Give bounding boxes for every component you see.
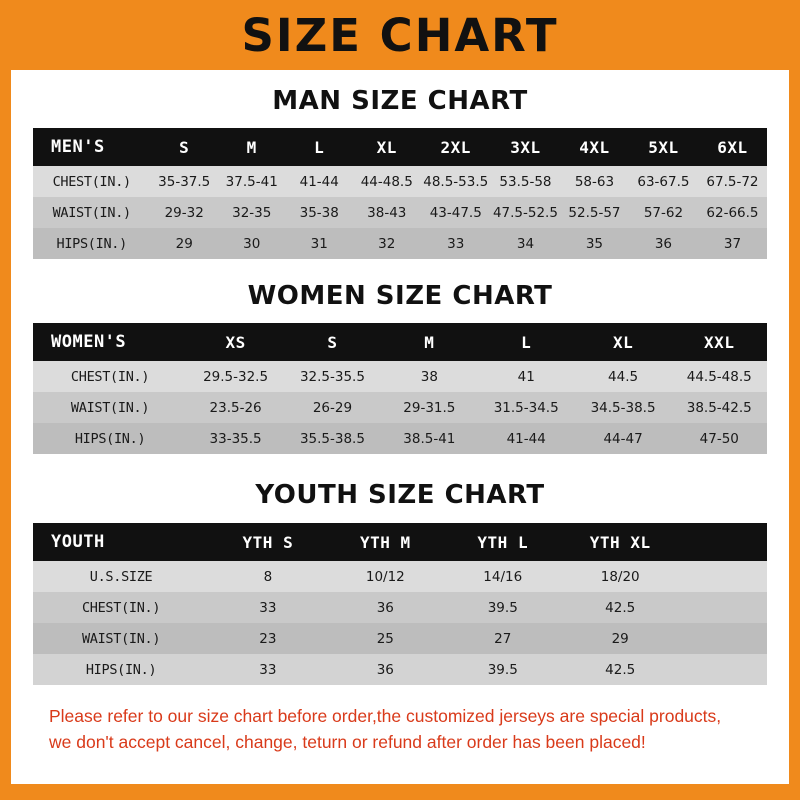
table-header-row [33,323,767,361]
header-cell: M [424,332,435,352]
cell: 29.5-32.5 [203,368,269,385]
cell: 63-67.5 [637,173,690,190]
man-section-title: MAN SIZE CHART [272,86,528,116]
cell: 53.5-58 [499,173,552,190]
cell: 35-37.5 [158,173,211,190]
cell: 8 [263,568,273,585]
cell: 25 [376,630,394,647]
header-cell: YTH L [477,532,529,552]
header-cell-empty [679,523,767,561]
table-row [33,197,767,228]
cell: 18/20 [600,568,640,585]
footer-note [33,703,767,766]
header-cell: 6XL [717,137,748,157]
bottom-bar [0,784,800,800]
footer-note-line-1: Please refer to our size chart before order,the customized jerseys are special products, [49,706,722,726]
cell: 32.5-35.5 [299,368,365,385]
cell: 44-48.5 [360,173,413,190]
cell: 43-47.5 [429,204,482,221]
cell: 32 [378,235,396,252]
cell: 34.5-38.5 [590,399,656,416]
cell: 57-62 [643,204,684,221]
cell: 29 [175,235,193,252]
cell: 47-50 [699,430,739,447]
man-size-table [33,128,767,259]
table-row [33,654,767,685]
cell: 44-47 [603,430,643,447]
row-label: WAIST(IN.) [81,630,161,647]
women-section-title: WOMEN SIZE CHART [247,281,553,311]
header-cell: WOMEN'S [51,332,127,352]
cell: 37.5-41 [225,173,278,190]
header-cell: XS [225,332,246,352]
header-cell: L [521,332,532,352]
cell: 32-35 [232,204,272,221]
header-cell: YTH S [242,532,294,552]
row-label: HIPS(IN.) [56,235,127,252]
cell: 36 [376,599,394,616]
cell: 34 [516,235,535,252]
cell-empty [679,623,767,654]
cell: 47.5-52.5 [492,204,558,221]
cell: 29-31.5 [403,399,456,416]
cell: 26-29 [312,399,353,416]
table-row [33,166,767,197]
row-label: HIPS(IN.) [74,430,146,447]
cell: 38-43 [367,204,407,221]
header-cell: 5XL [648,137,679,157]
table-row [33,392,767,423]
cell: 41-44 [506,430,546,447]
cell: 41 [517,368,535,385]
row-label: CHEST(IN.) [70,368,150,385]
header-cell: YTH XL [589,532,651,552]
cell: 14/16 [483,568,523,585]
header-cell: 2XL [440,137,471,157]
header-cell: L [314,137,325,157]
cell: 44.5 [608,368,639,385]
cell: 42.5 [605,599,636,616]
row-label: CHEST(IN.) [81,599,161,616]
cell: 10/12 [365,568,405,585]
cell: 67.5-72 [706,173,759,190]
row-label: WAIST(IN.) [52,204,131,221]
banner [0,0,800,70]
cell: 33-35.5 [209,430,262,447]
youth-size-table [33,523,767,685]
table-row [33,592,767,623]
header-cell: M [246,137,257,157]
cell: 38 [420,368,438,385]
cell: 27 [494,630,512,647]
cell: 36 [654,235,673,252]
header-cell: YTH M [359,532,411,552]
cell: 35.5-38.5 [299,430,365,447]
content [11,70,789,784]
table-row [33,623,767,654]
cell: 41-44 [299,173,339,190]
cell: 31 [310,235,328,252]
cell: 35-38 [299,204,339,221]
women-size-table [33,323,767,454]
cell: 62-66.5 [706,204,759,221]
cell-empty [679,592,767,623]
cell: 39.5 [487,599,518,616]
cell: 33 [259,661,277,678]
cell: 48.5-53.5 [423,173,489,190]
cell: 44.5-48.5 [686,368,752,385]
header-cell: XL [612,332,634,352]
youth-section-title: YOUTH SIZE CHART [255,480,545,510]
footer-note-line-2: we don't accept cancel, change, teturn or refund after order has been placed! [49,732,646,753]
header-cell: 3XL [510,137,541,157]
cell: 58-63 [574,173,615,190]
table-header-row [33,128,767,166]
table-row [33,361,767,392]
cell: 37 [723,235,742,252]
header-cell: XXL [704,332,735,352]
cell: 33 [447,235,465,252]
header-cell: MEN'S [51,137,105,157]
cell-empty [679,654,767,685]
header-cell: S [179,137,190,157]
row-label: CHEST(IN.) [52,173,131,190]
cell: 52.5-57 [568,204,621,221]
cell: 36 [376,661,394,678]
cell: 31.5-34.5 [493,399,559,416]
cell: 30 [243,235,261,252]
table-row [33,561,767,592]
header-cell: XL [376,137,397,157]
header-cell: S [327,332,338,352]
table-header-row [33,523,767,561]
table-row [33,423,767,454]
cell: 23 [259,630,277,647]
header-cell: 4XL [579,137,610,157]
cell: 38.5-41 [403,430,456,447]
cell: 29 [611,630,629,647]
row-label: HIPS(IN.) [85,661,157,678]
cell: 39.5 [487,661,518,678]
cell: 29-32 [164,204,204,221]
cell: 35 [585,235,604,252]
cell: 33 [259,599,277,616]
cell: 38.5-42.5 [686,399,752,416]
page-title: SIZE CHART [241,8,559,62]
cell-empty [679,561,767,592]
table-row [33,228,767,259]
row-label: U.S.SIZE [89,568,153,585]
cell: 23.5-26 [209,399,262,416]
row-label: WAIST(IN.) [70,399,150,416]
cell: 42.5 [605,661,636,678]
header-cell: YOUTH [51,532,105,552]
